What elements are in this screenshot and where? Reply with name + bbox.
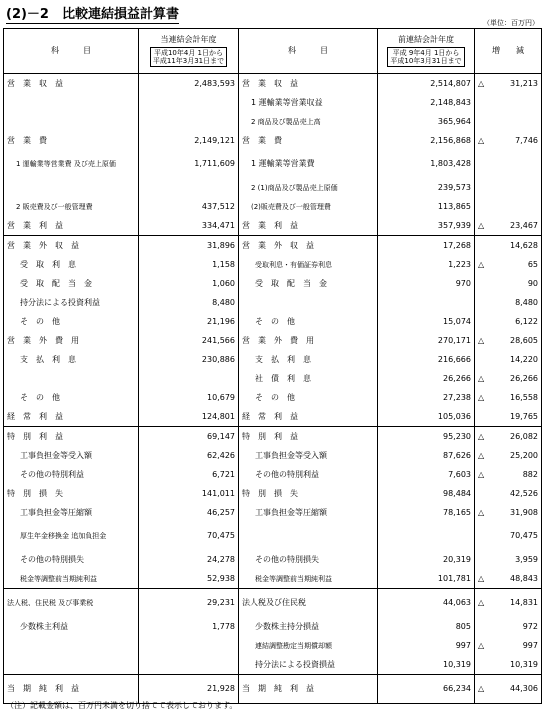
row-item-current: 営 業 収 益 <box>4 74 139 94</box>
row-item-prior: (2)販売費及び一般管理費 <box>239 197 378 216</box>
row-change-value: 48,843 <box>510 573 538 583</box>
row-change <box>475 427 542 447</box>
row-change <box>475 293 542 312</box>
row-change <box>475 112 542 131</box>
row-value-current: 21,928 <box>139 675 239 704</box>
row-item-prior: 法人税及び住民税 <box>239 589 378 618</box>
row-item-current: 営 業 外 費 用 <box>4 331 139 350</box>
negative-mark: △ <box>478 684 485 693</box>
row-value-current: 10,679 <box>139 388 239 407</box>
row-value-prior: 101,781 <box>378 569 475 589</box>
row-item-current <box>4 112 139 131</box>
table-row <box>4 388 542 407</box>
row-item-current: 営 業 外 収 益 <box>4 236 139 256</box>
table-row <box>4 178 542 197</box>
header-row <box>4 29 542 74</box>
row-change-value: 14,831 <box>510 598 538 607</box>
row-item-prior: 連結調整勘定当期償却額 <box>239 636 378 655</box>
negative-mark: △ <box>478 640 485 650</box>
row-item-prior: そ の 他 <box>239 312 378 331</box>
row-value-current: 31,896 <box>139 236 239 256</box>
row-item-prior: 税金等調整前当期純利益 <box>239 569 378 589</box>
row-item-prior: 1 運輸業等営業費 <box>239 150 378 178</box>
row-item-current: 当 期 純 利 益 <box>4 675 139 704</box>
row-value-prior: 87,626 <box>378 446 475 465</box>
row-value-current: 52,938 <box>139 569 239 589</box>
row-value-prior: 365,964 <box>378 112 475 131</box>
row-value-prior <box>378 522 475 550</box>
row-value-current: 62,426 <box>139 446 239 465</box>
header-item2: 科 目 <box>239 29 378 74</box>
row-item-current <box>4 93 139 112</box>
table-row <box>4 407 542 427</box>
negative-mark: △ <box>478 78 485 88</box>
negative-mark: △ <box>478 373 485 383</box>
table-row <box>4 274 542 293</box>
table-row <box>4 484 542 503</box>
table-row <box>4 331 542 350</box>
table-row <box>4 569 542 589</box>
row-change <box>475 369 542 388</box>
row-value-prior: 17,268 <box>378 236 475 256</box>
row-item-prior: 営 業 収 益 <box>239 74 378 94</box>
row-value-current <box>139 112 239 131</box>
row-value-prior: 997 <box>378 636 475 655</box>
row-item-current: その他の特別利益 <box>4 465 139 484</box>
row-change-value: 14,628 <box>510 240 538 250</box>
row-item-prior: 受取利息・有価証券利息 <box>239 255 378 274</box>
row-change-value: 882 <box>522 469 538 479</box>
row-change <box>475 197 542 216</box>
header-prior-label: 前連結会計年度 <box>398 35 454 44</box>
row-value-prior: 970 <box>378 274 475 293</box>
row-item-prior: 営 業 利 益 <box>239 216 378 236</box>
row-item-prior: 1 運輸業等営業収益 <box>239 93 378 112</box>
row-value-prior: 44,063 <box>378 589 475 618</box>
row-item-prior: 工事負担金等受入額 <box>239 446 378 465</box>
table-row <box>4 655 542 675</box>
header-current <box>139 29 239 74</box>
negative-mark: △ <box>478 431 485 441</box>
row-item-current <box>4 178 139 197</box>
row-item-prior: 特 別 利 益 <box>239 427 378 447</box>
row-change <box>475 522 542 550</box>
row-value-prior: 78,165 <box>378 503 475 522</box>
row-value-current: 141,011 <box>139 484 239 503</box>
negative-mark: △ <box>478 598 485 607</box>
row-change <box>475 255 542 274</box>
row-change-value: 65 <box>527 259 538 269</box>
row-item-current: 特 別 損 失 <box>4 484 139 503</box>
row-value-prior: 2,156,868 <box>378 131 475 150</box>
row-change <box>475 589 542 618</box>
row-item-prior <box>239 522 378 550</box>
row-change <box>475 446 542 465</box>
negative-mark: △ <box>478 469 485 479</box>
row-item-current: そ の 他 <box>4 312 139 331</box>
row-change <box>475 550 542 569</box>
row-value-prior: 239,573 <box>378 178 475 197</box>
row-value-current: 8,480 <box>139 293 239 312</box>
negative-mark: △ <box>478 573 485 583</box>
table-row <box>4 350 542 369</box>
table-row <box>4 112 542 131</box>
row-item-current: その他の特別損失 <box>4 550 139 569</box>
table-row <box>4 197 542 216</box>
table-row <box>4 465 542 484</box>
table-row <box>4 312 542 331</box>
table-row <box>4 446 542 465</box>
row-change-value: 31,908 <box>510 507 538 517</box>
row-change <box>475 465 542 484</box>
negative-mark: △ <box>478 392 485 402</box>
row-item-current: 受 取 利 息 <box>4 255 139 274</box>
negative-mark: △ <box>478 135 485 145</box>
row-change-value: 26,082 <box>510 431 538 441</box>
row-item-current: 特 別 利 益 <box>4 427 139 447</box>
row-change-value: 42,526 <box>510 488 538 498</box>
row-change <box>475 312 542 331</box>
row-item-prior: その他の特別利益 <box>239 465 378 484</box>
table-row <box>4 293 542 312</box>
row-change <box>475 484 542 503</box>
row-value-current: 124,801 <box>139 407 239 427</box>
row-value-current: 334,471 <box>139 216 239 236</box>
table-row <box>4 369 542 388</box>
table-row <box>4 636 542 655</box>
row-value-current: 6,721 <box>139 465 239 484</box>
row-change-value: 28,605 <box>510 335 538 345</box>
table-row <box>4 503 542 522</box>
row-item-current: 1 運輸業等営業費 及び売上原価 <box>4 150 139 178</box>
row-item-current: 経 常 利 益 <box>4 407 139 427</box>
row-value-prior: 98,484 <box>378 484 475 503</box>
negative-mark: △ <box>478 259 485 269</box>
row-value-current: 1,778 <box>139 617 239 636</box>
table-row <box>4 74 542 94</box>
row-item-prior: 2 (1)商品及び製品売上原価 <box>239 178 378 197</box>
row-item-prior: そ の 他 <box>239 388 378 407</box>
row-item-current: 法人税、住民税 及び事業税 <box>4 589 139 618</box>
header-current-label: 当連結会計年度 <box>160 35 217 44</box>
row-value-current: 437,512 <box>139 197 239 216</box>
row-change <box>475 407 542 427</box>
row-change <box>475 675 542 704</box>
row-item-prior: 持分法による投資損益 <box>239 655 378 675</box>
row-item-current: 営 業 費 <box>4 131 139 150</box>
row-change <box>475 150 542 178</box>
row-value-prior: 66,234 <box>378 675 475 704</box>
row-change <box>475 655 542 675</box>
row-change <box>475 236 542 256</box>
row-change <box>475 636 542 655</box>
row-value-current: 2,149,121 <box>139 131 239 150</box>
row-item-prior: 特 別 損 失 <box>239 484 378 503</box>
row-value-current: 29,231 <box>139 589 239 618</box>
row-item-current: 少数株主利益 <box>4 617 139 636</box>
row-change <box>475 617 542 636</box>
row-change <box>475 569 542 589</box>
table-row <box>4 236 542 256</box>
row-change <box>475 503 542 522</box>
row-item-current: 税金等調整前当期純利益 <box>4 569 139 589</box>
row-value-prior: 105,036 <box>378 407 475 427</box>
row-value-prior: 357,939 <box>378 216 475 236</box>
row-change <box>475 274 542 293</box>
header-current-period: 平成10年4月 1日から 平成11年3月31日まで <box>150 47 227 67</box>
row-change-value: 19,765 <box>510 411 538 421</box>
table-row <box>4 216 542 236</box>
header-prior <box>378 29 475 74</box>
row-change-value: 6,122 <box>515 316 538 326</box>
unit-label: （単位：百万円） <box>483 19 539 27</box>
row-change-value: 14,220 <box>510 354 538 364</box>
row-value-prior: 113,865 <box>378 197 475 216</box>
row-value-current: 69,147 <box>139 427 239 447</box>
row-value-current <box>139 93 239 112</box>
row-value-current: 230,886 <box>139 350 239 369</box>
row-value-prior: 7,603 <box>378 465 475 484</box>
row-value-current <box>139 369 239 388</box>
row-item-current <box>4 369 139 388</box>
table-row <box>4 550 542 569</box>
row-value-current: 1,158 <box>139 255 239 274</box>
row-change <box>475 131 542 150</box>
row-change-value: 8,480 <box>515 297 538 307</box>
row-item-prior: 少数株主持分損益 <box>239 617 378 636</box>
row-item-current: 営 業 利 益 <box>4 216 139 236</box>
income-statement-table <box>3 28 542 704</box>
row-item-prior: 2 商品及び製品売上高 <box>239 112 378 131</box>
row-value-prior: 2,148,843 <box>378 93 475 112</box>
table-row <box>4 131 542 150</box>
row-value-current <box>139 655 239 675</box>
row-item-prior <box>239 293 378 312</box>
row-value-prior: 1,803,428 <box>378 150 475 178</box>
row-change-value: 10,319 <box>510 659 538 669</box>
row-value-current <box>139 636 239 655</box>
row-value-prior: 20,319 <box>378 550 475 569</box>
row-item-current: 工事負担金等圧縮額 <box>4 503 139 522</box>
row-item-current <box>4 655 139 675</box>
negative-mark: △ <box>478 450 485 460</box>
row-value-prior: 27,238 <box>378 388 475 407</box>
row-change-value: 44,306 <box>510 684 538 693</box>
header-change: 増 減 <box>475 29 542 74</box>
row-item-prior: 営 業 費 <box>239 131 378 150</box>
row-item-current: 厚生年金移換金 追加負担金 <box>4 522 139 550</box>
row-item-prior: 経 常 利 益 <box>239 407 378 427</box>
row-value-current: 46,257 <box>139 503 239 522</box>
row-value-prior: 10,319 <box>378 655 475 675</box>
row-change <box>475 350 542 369</box>
row-item-current: そ の 他 <box>4 388 139 407</box>
table-row <box>4 589 542 618</box>
row-change <box>475 216 542 236</box>
row-change-value: 70,475 <box>510 531 538 540</box>
row-change <box>475 93 542 112</box>
row-value-prior <box>378 293 475 312</box>
row-change-value: 90 <box>527 278 538 288</box>
row-value-prior: 805 <box>378 617 475 636</box>
row-value-current: 2,483,593 <box>139 74 239 94</box>
row-change-value: 3,959 <box>515 554 538 564</box>
row-item-current: 工事負担金等受入額 <box>4 446 139 465</box>
row-item-current: 持分法による投資利益 <box>4 293 139 312</box>
row-item-prior: 社 債 利 息 <box>239 369 378 388</box>
table-row <box>4 522 542 550</box>
row-item-prior: 受 取 配 当 金 <box>239 274 378 293</box>
row-change-value: 31,213 <box>510 78 538 88</box>
row-value-prior: 2,514,807 <box>378 74 475 94</box>
row-change <box>475 178 542 197</box>
table-row <box>4 93 542 112</box>
row-change-value: 7,746 <box>515 135 538 145</box>
row-item-current <box>4 636 139 655</box>
row-change-value: 26,266 <box>510 373 538 383</box>
table-row <box>4 150 542 178</box>
row-value-current: 241,566 <box>139 331 239 350</box>
negative-mark: △ <box>478 335 485 345</box>
row-item-prior: 営 業 外 収 益 <box>239 236 378 256</box>
row-change-value: 972 <box>522 621 538 631</box>
row-value-prior: 15,074 <box>378 312 475 331</box>
negative-mark: △ <box>478 220 485 230</box>
header-prior-period: 平成 9年4月 1日から 平成10年3月31日まで <box>387 47 464 67</box>
row-value-current: 1,711,609 <box>139 150 239 178</box>
page-title: (2)－2 比較連結損益計算書 <box>6 3 179 24</box>
row-value-prior: 1,223 <box>378 255 475 274</box>
row-item-prior: 当 期 純 利 益 <box>239 675 378 704</box>
row-value-prior: 95,230 <box>378 427 475 447</box>
row-value-prior: 216,666 <box>378 350 475 369</box>
footnote: （注）記載金額は、百万円未満を切り捨てて表示しております。 <box>6 701 238 710</box>
table-row <box>4 617 542 636</box>
row-item-current: 受 取 配 当 金 <box>4 274 139 293</box>
row-value-prior: 270,171 <box>378 331 475 350</box>
income-statement-body <box>4 29 542 704</box>
row-item-prior: 営 業 外 費 用 <box>239 331 378 350</box>
row-value-current: 21,196 <box>139 312 239 331</box>
row-item-current: 支 払 利 息 <box>4 350 139 369</box>
row-item-prior: 支 払 利 息 <box>239 350 378 369</box>
row-change <box>475 388 542 407</box>
table-row <box>4 427 542 447</box>
row-value-current: 1,060 <box>139 274 239 293</box>
row-value-current: 70,475 <box>139 522 239 550</box>
row-change-value: 25,200 <box>510 450 538 460</box>
row-item-prior: その他の特別損失 <box>239 550 378 569</box>
row-value-prior: 26,266 <box>378 369 475 388</box>
header-item: 科 目 <box>4 29 139 74</box>
row-item-prior: 工事負担金等圧縮額 <box>239 503 378 522</box>
negative-mark: △ <box>478 507 485 517</box>
row-change-value: 16,558 <box>510 392 538 402</box>
row-item-current: 2 販売費及び一般管理費 <box>4 197 139 216</box>
row-change-value: 997 <box>522 640 538 650</box>
row-change <box>475 331 542 350</box>
row-value-current <box>139 178 239 197</box>
table-row <box>4 255 542 274</box>
row-change <box>475 74 542 94</box>
row-change-value: 23,467 <box>510 220 538 230</box>
row-value-current: 24,278 <box>139 550 239 569</box>
